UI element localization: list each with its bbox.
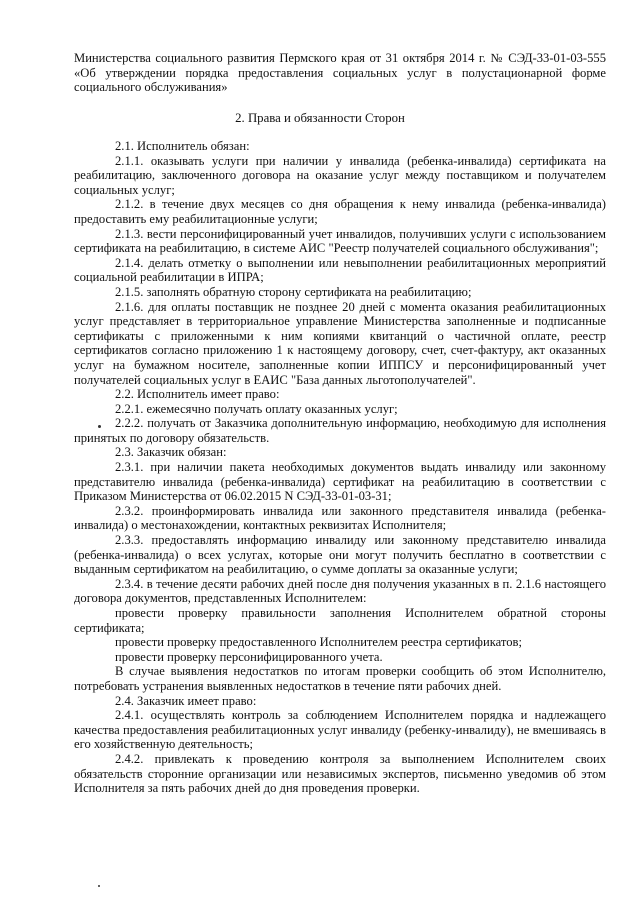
paragraph-deficiencies: В случае выявления недостатков по итогам проверки сообщить об этом Исполнителю, потребовать устранения выявленных недостатков в течение пяти рабочих дней. <box>74 664 606 693</box>
section-title: 2. Права и обязанности Сторон <box>235 111 405 125</box>
paragraph-2-1-4: 2.1.4. делать отметку о выполнении или невыполнении реабилитационных мероприятий социальной реабилитации в ИПРА; <box>74 255 606 285</box>
scan-speck <box>98 425 101 428</box>
paragraph-check-1: провести проверку правильности заполнения Исполнителем обратной стороны сертификата; <box>74 606 606 635</box>
paragraph-2-4-2: 2.4.2. привлекать к проведению контроля за выполнением Исполнителем своих обязательств сторонние организации или независимых экспертов, письменно уведомив об этом Исполнителя за пять рабочих дней до дня проведения проверки. <box>74 751 606 796</box>
document-header <box>74 51 606 95</box>
paragraph-2-1-1: 2.1.1. оказывать услуги при наличии у инвалида (ребенка-инвалида) сертификата на реабилитацию, заключенного договора на оказание услуг между поставщиком и получателем социальных услуг; <box>74 153 606 197</box>
paragraph-check-2: провести проверку предоставленного Исполнителем реестра сертификатов; <box>115 635 522 650</box>
document-body <box>74 139 606 796</box>
paragraph-2-1-2: 2.1.2. в течение двух месяцев со дня обращения к нему инвалида (ребенка-инвалида) предоставить ему реабилитационные услуги; <box>74 197 606 226</box>
paragraph-2-1: 2.1. Исполнитель обязан: <box>115 139 250 153</box>
paragraph-2-1-3: 2.1.3. вести персонифицированный учет инвалидов, получивших услуги с использованием сертификата на реабилитацию, в системе АИС "Реестр получателей социального обслуживания"; <box>74 226 606 256</box>
paragraph-2-4-1: 2.4.1. осуществлять контроль за соблюдением Исполнителем порядка и надлежащего качества предоставления реабилитационных услуг инвалиду (ребенку-инвалиду), не вмешиваясь в его хозяйственную деятельность; <box>74 708 606 752</box>
paragraph-2-2-2: 2.2.2. получать от Заказчика дополнительную информацию, необходимую для исполнения принятых по договору обязательств. <box>74 416 606 445</box>
paragraph-2-3-2: 2.3.2. проинформировать инвалида или законного представителя инвалида (ребенка-инвалида) о местонахождении, контактных реквизитах Исполнителя; <box>74 503 606 533</box>
header-line-3: социального обслуживания» <box>74 80 228 95</box>
paragraph-check-3: провести проверку персонифицированного учета. <box>115 649 383 664</box>
paragraph-2-2-1: 2.2.1. ежемесячно получать оплату оказанных услуг; <box>115 401 398 416</box>
header-line-2: «Об утверждении порядка предоставления социальных услуг в полустационарной форме <box>74 65 606 80</box>
paragraph-2-1-6: 2.1.6. для оплаты поставщик не позднее 20 дней с момента оказания реабилитационных услуг представляет в территориальное управление Министерства заполненные и подписанные сертификаты с приложенными к ним копиями квитанций о частичной оплате, реестр сертификатов согласно приложению 1 к настоящему договору, счет, счет-фактуру, акт оказанных услуг на бумажном носителе, заполненные копии ИППСУ и персонифицированный учет получателей социальных услуг в ЕАИС "База данных льготополучателей". <box>74 299 606 387</box>
paragraph-2-2: 2.2. Исполнитель имеет право: <box>115 387 280 402</box>
paragraph-2-3-3: 2.3.3. предоставлять информацию инвалиду или законному представителю инвалида (ребенка-инвалида) о всех услугах, которые они могут получить бесплатно в соответствии с выданным сертификатом на реабилитацию, о сумме доплаты за оказанные услуги; <box>74 533 606 577</box>
scan-speck <box>98 885 100 887</box>
header-line-1: Министерства социального развития Пермского края от 31 октября 2014 г. № СЭД-33-01-03-555 <box>74 51 606 65</box>
paragraph-2-3-4: 2.3.4. в течение десяти рабочих дней после дня получения указанных в п. 2.1.6 настоящего договора документов, представленных Исполнителем: <box>74 576 606 606</box>
paragraph-2-3: 2.3. Заказчик обязан: <box>115 445 227 460</box>
paragraph-2-1-5: 2.1.5. заполнять обратную сторону сертификата на реабилитацию; <box>115 284 472 299</box>
paragraph-2-3-1: 2.3.1. при наличии пакета необходимых документов выдать инвалиду или законному представителю инвалида (ребенка-инвалида) сертификат на реабилитацию в соответствии с Приказом Министерства от 06.02.2015 N СЭД-33-01-03-31; <box>74 460 606 504</box>
paragraph-2-4: 2.4. Заказчик имеет право: <box>115 693 257 708</box>
